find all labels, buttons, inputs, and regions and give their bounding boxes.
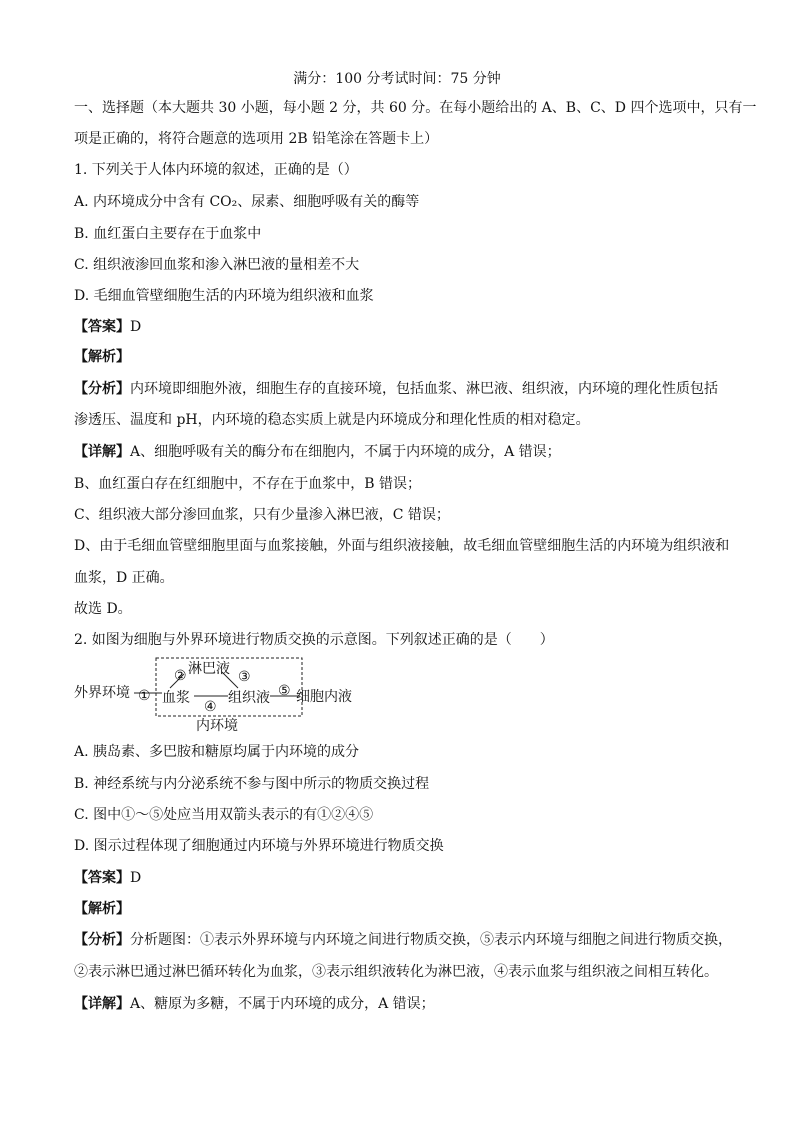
q1-detail-line-d2: 血浆，D 正确。: [74, 570, 174, 586]
label-number-4: ④: [204, 699, 217, 715]
q1-fenxi-label: 【分析】: [74, 381, 130, 397]
q1-option-d: D. 毛细血管壁细胞生活的内环境为组织液和血浆: [74, 288, 374, 304]
q2-stem: 2. 如图为细胞与外界环境进行物质交换的示意图。下列叙述正确的是（ ）: [74, 632, 554, 648]
section-intro-line-2: 项是正确的，将符合题意的选项用 2B 铅笔涂在答题卡上）: [74, 131, 439, 147]
label-intracellular-fluid: 细胞内液: [296, 689, 352, 705]
q2-answer-label: 【答案】: [74, 870, 130, 886]
q1-analysis-label-text: 【解析】: [74, 349, 130, 365]
q1-option-c: C. 组织液渗回血浆和渗入淋巴液的量相差不大: [74, 257, 360, 273]
q2-fenxi-line-1: [74, 931, 732, 949]
q1-answer: [74, 318, 141, 336]
q2-answer-value: D: [130, 870, 142, 886]
q1-detail-a-text: A、细胞呼吸有关的酶分布在细胞内，不属于内环境的成分，A 错误；: [130, 444, 561, 460]
exam-info-title: 满分：100 分考试时间：75 分钟: [293, 71, 501, 87]
q2-fenxi-line-2: ②表示淋巴通过淋巴循环转化为血浆，③表示组织液转化为淋巴液，④表示血浆与组织液之间相互转化。: [74, 964, 718, 980]
q2-option-d: D. 图示过程体现了细胞通过内环境与外界环境进行物质交换: [74, 838, 444, 854]
q1-detail-line-c: C、组织液大部分渗回血浆，只有少量渗入淋巴液，C 错误；: [74, 507, 450, 523]
q1-fenxi-line-1: [74, 380, 718, 398]
label-tissue-fluid: 组织液: [228, 690, 270, 706]
q2-analysis-label-text: 【解析】: [74, 901, 130, 917]
q2-option-b: B. 神经系统与内分泌系统不参与图中所示的物质交换过程: [74, 776, 430, 792]
q2-option-a: A. 胰岛素、多巴胺和糖原均属于内环境的成分: [74, 744, 360, 760]
q2-answer: [74, 869, 141, 887]
q2-detail-label: 【详解】: [74, 996, 130, 1012]
q1-detail-line-d1: D、由于毛细血管壁细胞里面与血浆接触，外面与组织液接触，故毛细血管壁细胞生活的内环境为组织液和: [74, 538, 730, 554]
label-number-2: ②: [174, 668, 187, 684]
q1-detail-label: 【详解】: [74, 444, 130, 460]
q2-analysis-label: [74, 900, 130, 918]
q1-stem: 1. 下列关于人体内环境的叙述，正确的是（）: [74, 162, 358, 178]
q1-option-a: A. 内环境成分中含有 CO₂、尿素、细胞呼吸有关的酶等: [74, 194, 420, 210]
q1-detail-line-a: [74, 443, 561, 461]
q1-detail-line-b: B、血红蛋白存在红细胞中，不存在于血浆中，B 错误；: [74, 476, 422, 492]
q1-analysis-label: [74, 348, 130, 366]
q2-detail-line-a: [74, 995, 435, 1013]
q1-option-b: B. 血红蛋白主要存在于血浆中: [74, 226, 262, 242]
label-number-1: ①: [138, 688, 151, 704]
q1-fenxi-line-2: 渗透压、温度和 pH，内环境的稳态实质上就是内环境成分和理化性质的相对稳定。: [74, 412, 590, 428]
q1-conclusion: 故选 D。: [74, 601, 132, 617]
exchange-diagram: [70, 652, 390, 738]
label-plasma: 血浆: [162, 690, 190, 706]
label-number-5: ⑤: [278, 683, 291, 699]
label-lymph: 淋巴液: [188, 661, 230, 677]
label-outer-environment: 外界环境: [74, 685, 130, 701]
q1-fenxi-text-1: 内环境即细胞外液，细胞生存的直接环境，包括血浆、淋巴液、组织液，内环境的理化性质包括: [130, 381, 718, 397]
label-internal-environment: 内环境: [196, 718, 238, 734]
q2-fenxi-text-1: 分析题图：①表示外界环境与内环境之间进行物质交换，⑤表示内环境与细胞之间进行物质交换，: [130, 932, 732, 948]
q1-answer-value: D: [130, 319, 142, 335]
q1-answer-label: 【答案】: [74, 319, 130, 335]
q2-fenxi-label: 【分析】: [74, 932, 130, 948]
section-intro-line-1: 一、选择题（本大题共 30 小题，每小题 2 分，共 60 分。在每小题给出的 A、B、C、D 四个选项中，只有一: [74, 100, 757, 116]
label-number-3: ③: [238, 669, 251, 685]
q2-option-c: C. 图中①～⑤处应当用双箭头表示的有①②④⑤: [74, 807, 374, 823]
q2-detail-a-text: A、糖原为多糖，不属于内环境的成分，A 错误；: [130, 996, 435, 1012]
